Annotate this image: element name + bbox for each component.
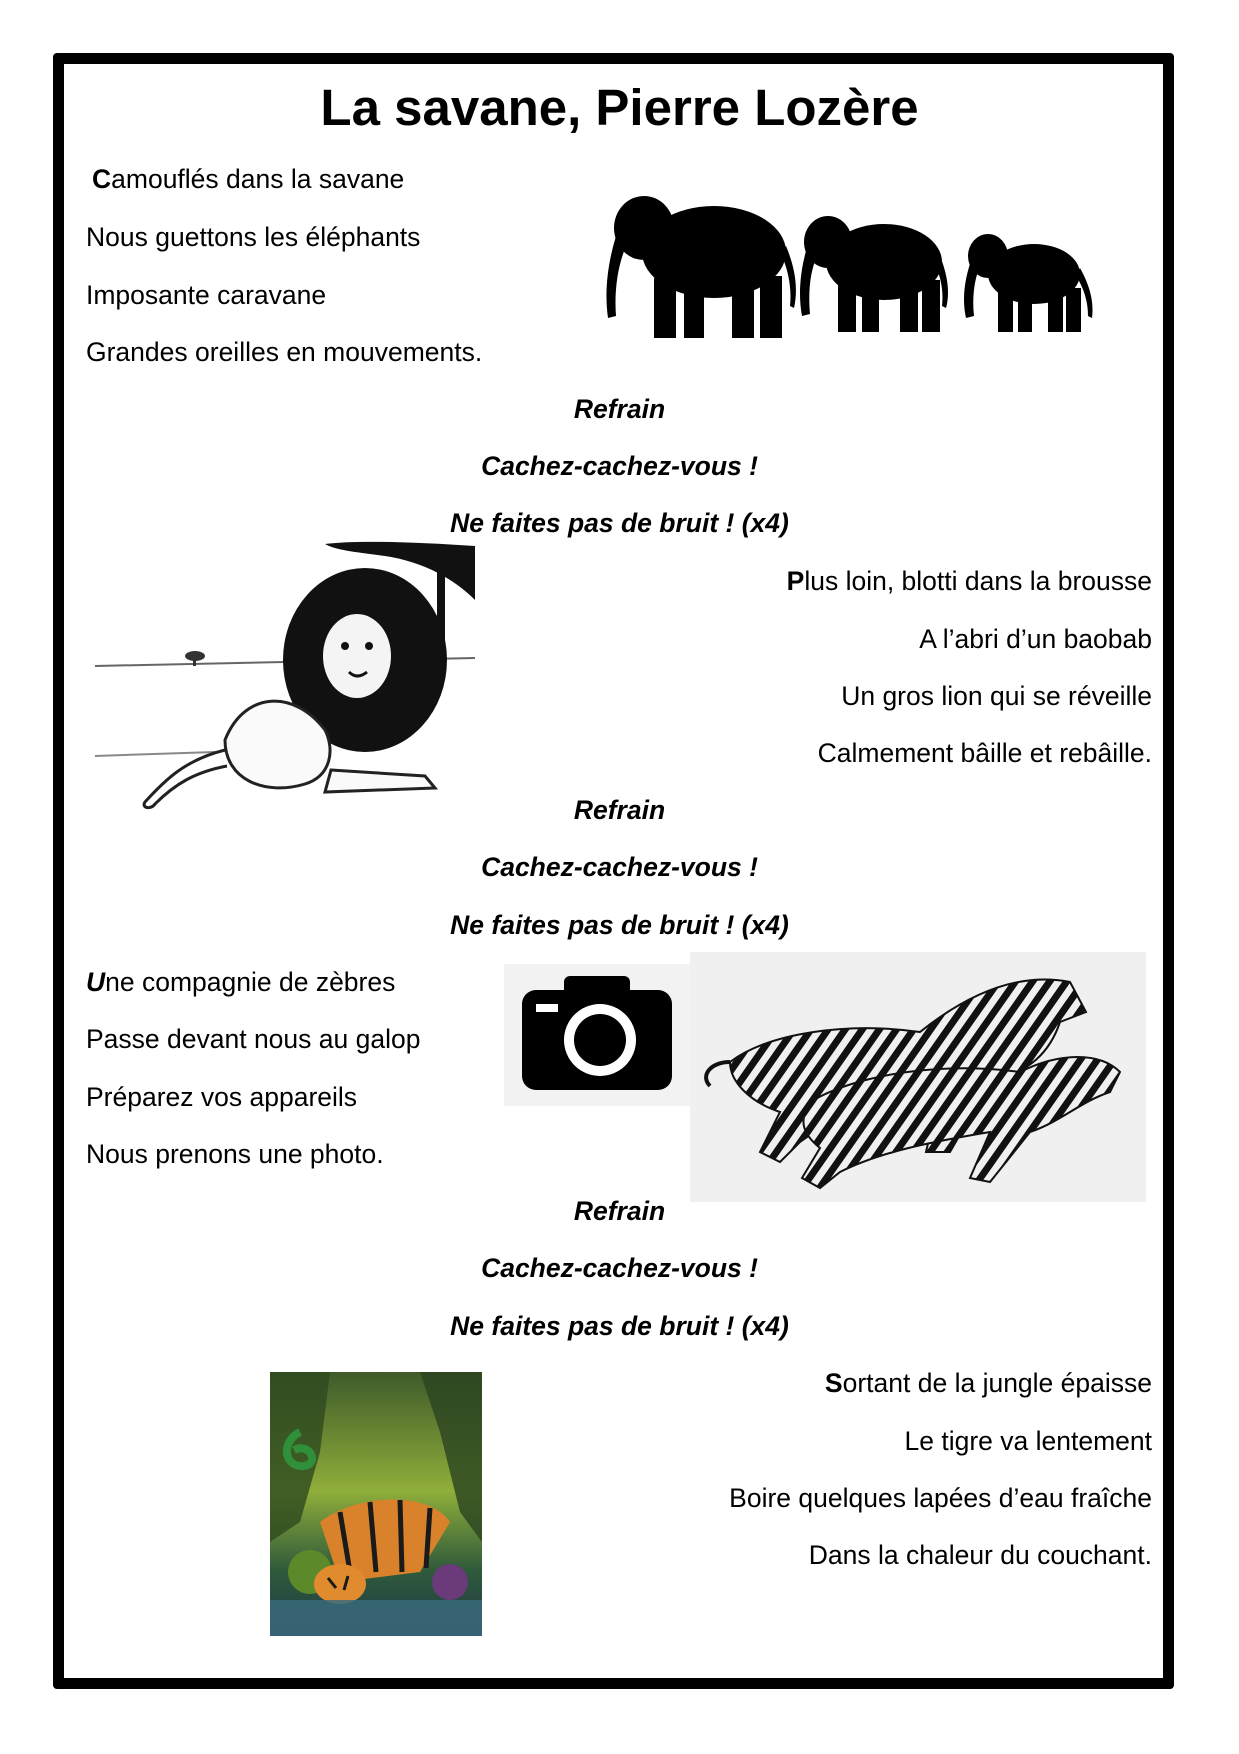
verse-4-line-2: Le tigre va lentement: [904, 1426, 1152, 1456]
verse-2-line-3: Un gros lion qui se réveille: [841, 681, 1152, 711]
lion-illustration: [95, 540, 475, 822]
verse-3-line-2: Passe devant nous au galop: [86, 1024, 421, 1054]
verse-3-line-3: Préparez vos appareils: [86, 1082, 358, 1112]
verse-4-line-4: Dans la chaleur du couchant.: [808, 1540, 1152, 1570]
verse-3-line-4: Nous prenons une photo.: [86, 1139, 384, 1169]
verse-initial: S: [824, 1368, 843, 1398]
elephant-large-icon: [606, 196, 795, 338]
refrain-label: Refrain: [573, 1196, 666, 1226]
zebras-illustration: [690, 952, 1146, 1202]
verse-1-line-2: Nous guettons les éléphants: [86, 222, 421, 252]
verse-line-text: amouflés dans la savane: [111, 164, 405, 194]
refrain-line-2: Ne faites pas de bruit ! (x4): [450, 1311, 789, 1341]
verse-4-line-3: Boire quelques lapées d’eau fraîche: [729, 1483, 1152, 1513]
refrain-label: Refrain: [573, 795, 666, 825]
elephants-illustration: [604, 190, 1110, 340]
verse-2-line-1: [787, 565, 1152, 597]
refrain-line-1: Cachez-cachez-vous !: [481, 1253, 758, 1283]
verse-2-line-4: Calmement bâille et rebâille.: [817, 738, 1152, 768]
page-title: La savane, Pierre Lozère: [320, 79, 919, 136]
verse-1-line-1: [92, 163, 404, 195]
refrain-label: Refrain: [573, 394, 666, 424]
refrain-line-2: Ne faites pas de bruit ! (x4): [450, 508, 789, 538]
verse-line-text: lus loin, blotti dans la brousse: [804, 566, 1152, 596]
refrain-line-1: Cachez-cachez-vous !: [481, 451, 758, 481]
verse-4-line-1: [825, 1367, 1152, 1399]
verse-line-text: ne compagnie de zèbres: [105, 967, 396, 997]
verse-1-line-4: Grandes oreilles en mouvements.: [86, 337, 483, 367]
verse-2-line-2: A l’abri d’un baobab: [919, 624, 1152, 654]
verse-line-text: ortant de la jungle épaisse: [842, 1368, 1152, 1398]
camera-icon: [522, 976, 672, 1090]
refrain-line-1: Cachez-cachez-vous !: [481, 852, 758, 882]
tiger-illustration: [270, 1372, 482, 1636]
water-pond: [270, 1600, 482, 1636]
verse-initial: C: [92, 164, 112, 194]
verse-3-line-1: [86, 966, 395, 998]
verse-initial: U: [86, 967, 106, 997]
verse-1-line-3: Imposante caravane: [86, 280, 327, 310]
verse-initial: P: [786, 566, 805, 596]
elephant-medium-icon: [800, 216, 948, 332]
elephant-small-icon: [964, 234, 1093, 332]
refrain-line-2: Ne faites pas de bruit ! (x4): [450, 910, 789, 940]
camera-illustration: [504, 964, 690, 1106]
